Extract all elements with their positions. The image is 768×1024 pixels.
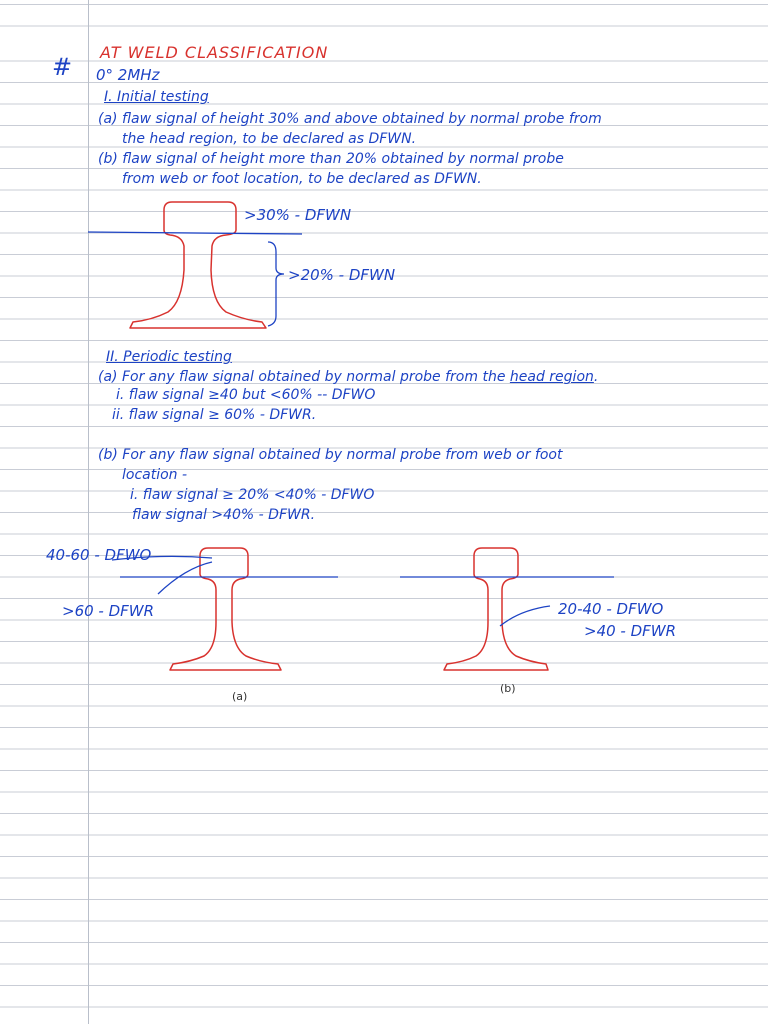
periodic-b-line2: location - <box>122 467 188 483</box>
hash-symbol: # <box>52 53 73 81</box>
probe-spec: 0° 2MHz <box>96 66 160 84</box>
initial-b-line2: from web or foot location, to be declared as DFWN. <box>122 171 482 187</box>
margin-line <box>88 0 89 1024</box>
periodic-testing-heading: II. Periodic testing <box>106 349 232 365</box>
periodic-a-item-ii: ii. flaw signal ≥ 60% - DFWR. <box>112 407 317 423</box>
periodic-a-text: (a) For any flaw signal obtained by normal probe from the <box>98 369 510 385</box>
probe-scan-line <box>88 232 302 234</box>
initial-a-line1: (a) flaw signal of height 30% and above obtained by normal probe from <box>98 111 602 127</box>
fig-b-caption: (b) <box>500 682 516 695</box>
periodic-b-item-i: i. flaw signal ≥ 20% <40% - DFWO <box>130 487 375 503</box>
head-threshold-label: >30% - DFWN <box>244 206 352 224</box>
page-title: AT WELD CLASSIFICATION <box>100 43 329 62</box>
fig-a-label-top: 40-60 - DFWO <box>46 546 152 564</box>
fig-a-caption: (a) <box>232 690 248 703</box>
fig-b-label-bottom: >40 - DFWR <box>584 622 677 640</box>
initial-rail-diagram <box>0 190 768 340</box>
initial-b-line1: (b) flaw signal of height more than 20% obtained by normal probe <box>98 151 564 167</box>
periodic-a-line1 <box>98 368 598 386</box>
web-foot-brace <box>268 242 284 326</box>
web-threshold-label: >20% - DFWN <box>288 266 396 284</box>
rail-a-outline <box>170 548 281 670</box>
fig-b-label-top: 20-40 - DFWO <box>558 600 664 618</box>
periodic-a-item-i: i. flaw signal ≥40 but <60% -- DFWO <box>116 387 376 403</box>
fig-a-label-bottom: >60 - DFWR <box>62 602 155 620</box>
periodic-b-line1: (b) For any flaw signal obtained by normal probe from web or foot <box>98 447 563 463</box>
initial-a-line2: the head region, to be declared as DFWN. <box>122 131 417 147</box>
rail-b-pointer <box>500 606 550 626</box>
initial-testing-heading: I. Initial testing <box>104 89 209 105</box>
head-region-underlined: head region <box>509 369 594 385</box>
periodic-b-item-ii: flaw signal >40% - DFWR. <box>132 507 316 523</box>
periodic-a-end: . <box>593 369 599 385</box>
